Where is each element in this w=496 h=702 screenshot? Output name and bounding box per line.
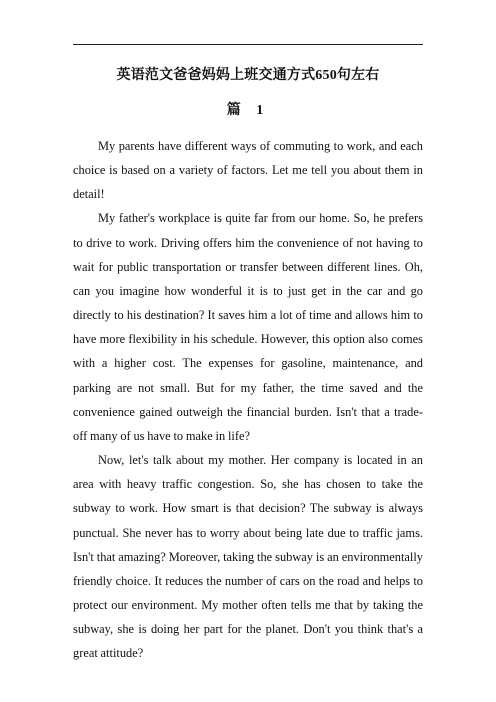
paragraph: Now, let's talk about my mother. Her company is located in an area with heavy traffic congestion. So, she has chosen to take the subway to work. How smart is that decision? The subway is always punctual. She never has to worry about being late due to traffic jams. Isn't that amazing? Moreover, taking the subway is an environmentally friendly choice. It reduces the number of cars on the road and helps to protect our environment. My mother often tells me that by taking the subway, she is doing her part for the planet. Don't you think that's a great attitude? xyxy=(73,453,423,661)
section-heading: 篇 1 xyxy=(226,103,270,118)
document-title: 英语范文爸爸妈妈上班交通方式650句左右 xyxy=(116,68,380,83)
paragraph: My father's workplace is quite far from our home. So, he prefers to drive to work. Driving offers him the convenience of not having to wait for public transportation or transfer between different lines. Oh, can you imagine how wonderful it is to just get in the car and go directly to his destination? It saves him a lot of time and allows him to have more flexibility in his schedule. However, this option also comes with a higher cost. The expenses for gasoline, maintenance, and parking are not small. But for my father, the time saved and the convenience gained outweigh the financial burden. Isn't that a trade-off many of us have to make in life? xyxy=(73,211,423,443)
header-rule xyxy=(73,44,423,45)
body-text xyxy=(73,134,423,665)
paragraph: My parents have different ways of commuting to work, and each choice is based on a variety of factors. Let me tell you about them in detail! xyxy=(73,139,423,202)
